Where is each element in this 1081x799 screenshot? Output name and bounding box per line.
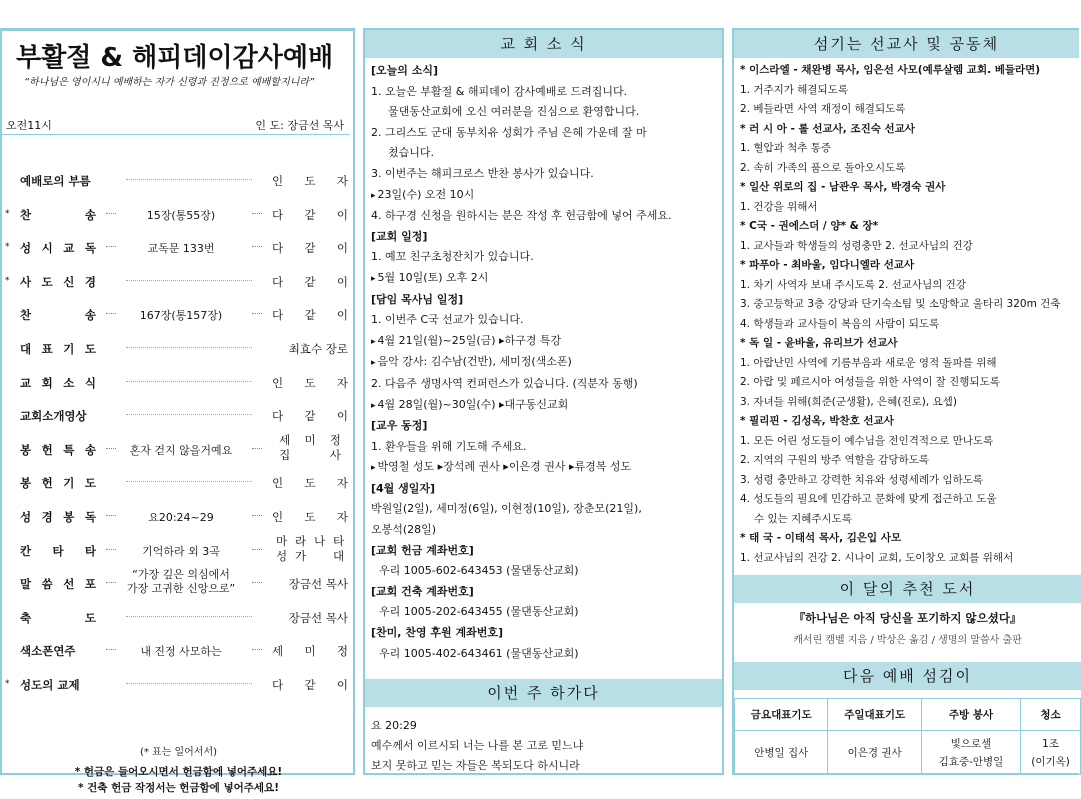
order-item-char: 독 (84, 509, 96, 524)
order-item-char: 경 (84, 274, 96, 289)
order-item-char: 칸 (20, 543, 32, 558)
news-line: 1. 오늘은 부활절 & 해피데이 감사예배로 드려집니다. (371, 84, 628, 98)
duty-name: 안병일 집사 (754, 746, 809, 759)
news-line: 우리 1005-602-643453 (물댄동산교회) (379, 564, 579, 578)
news-section-title: [교회 건축 계좌번호] (371, 584, 474, 598)
order-item-char: 성 (20, 241, 32, 256)
leader-char: 도 (304, 476, 316, 491)
order-item-leader: 최효수 장로 (288, 341, 348, 356)
news-line: 3. 이번주는 해피크로스 반찬 봉사가 있습니다. (371, 166, 594, 180)
order-item-char: 송 (84, 207, 96, 222)
order-item-detail: 167장(통157장) (139, 309, 223, 323)
stand-note: (* 표는 일어서서) (139, 747, 218, 758)
leader-char: 다 (272, 409, 284, 424)
leader-char: 다 (272, 308, 284, 323)
order-item-name: 성도의 교제 (20, 677, 80, 692)
order-row (2, 365, 355, 399)
leader-char: 자 (336, 476, 348, 491)
order-item-leader: 장금선 목사 (288, 610, 348, 625)
leader-char: 다 (272, 274, 284, 289)
order-item-name (20, 509, 96, 525)
leader-char: 이 (336, 677, 348, 692)
leader-char: 도 (304, 174, 316, 188)
news-line: 물댄동산교회에 오신 여러분을 진심으로 환영합니다. (388, 105, 640, 119)
order-item-char: 송 (84, 308, 96, 323)
order-item-detail: 기억하라 외 3곡 (142, 544, 220, 558)
news-line: 1. 환우들을 위해 기도해 주세요. (371, 439, 527, 453)
leader-dots (252, 582, 262, 583)
prayer-item: 1. 아랍난민 사역에 기름부음과 새로운 영적 돌파를 위해 (740, 356, 997, 369)
leader-char: 세 (279, 432, 291, 447)
order-item-char: 선 (63, 577, 75, 592)
order-item-char: 헌 (41, 476, 53, 491)
order-item-char: 회 (41, 375, 53, 390)
leader-char: 가 (294, 548, 307, 563)
verse-line: 예수께서 이르시되 너는 나를 본 고로 믿느냐 (371, 739, 584, 752)
service-leader: 인 도: 장금선 목사 (255, 119, 344, 132)
prayer-item: 1. 교사들과 학생들의 성령충만 2. 선교사님의 건강 (740, 239, 973, 252)
duty-role: 청소 (1021, 699, 1081, 731)
news-section-title: [교우 동정] (371, 419, 428, 433)
order-list (2, 163, 355, 701)
duty-role: 금요대표기도 (735, 699, 828, 731)
order-item-char: 씀 (41, 577, 53, 592)
service-time-line (2, 117, 350, 135)
leader-char: 라 (294, 533, 307, 548)
order-item-char: 타 (84, 543, 96, 558)
order-item-char: 봉 (20, 476, 32, 491)
order-row (2, 667, 355, 701)
order-item-leader (272, 307, 348, 323)
leader-char: 자 (336, 375, 348, 390)
prayer-item: 1. 차기 사역자 보내 주시도록 2. 선교사님의 건강 (740, 278, 966, 291)
news-section-title: [4월 생일자] (371, 481, 436, 495)
leader-dots (252, 448, 262, 449)
news-line: 오봉석(28일) (371, 523, 437, 537)
leader-char: 자 (336, 509, 348, 524)
leader-char: 사 (329, 447, 341, 462)
detail-line: “가장 깊은 의심에서 (132, 568, 230, 582)
leader-char: 다 (272, 677, 284, 692)
order-item-char: 시 (41, 241, 53, 256)
leader-char: 같 (304, 241, 316, 256)
leader-char: 정 (329, 432, 341, 447)
news-line: 2. 다음주 생명사역 컨퍼런스가 있습니다. (직분자 동행) (371, 376, 638, 390)
order-item-char: 식 (84, 375, 96, 390)
missions-body (734, 58, 1079, 568)
leader-char: 타 (332, 533, 345, 548)
prayer-item: 2. 아랍 및 페르시아 여성들을 위한 사역이 잘 진행되도록 (740, 376, 1000, 388)
order-row (2, 600, 355, 634)
weekly-verse-header: 이번 주 하가다 (365, 679, 722, 707)
duty-person (1021, 731, 1081, 775)
leader-dots (252, 313, 262, 314)
order-item-leader (272, 173, 348, 189)
leader-char: 정 (336, 644, 348, 659)
news-line: ▸ 23일(수) 오전 10시 (371, 185, 716, 207)
order-item-char: 성 (20, 509, 32, 524)
order-item-leader (272, 643, 348, 659)
prayer-item: 수 있는 지혜주시도록 (754, 512, 852, 525)
leader-char: 이 (336, 241, 348, 256)
leader-char: 인 (272, 174, 284, 188)
order-item-name (20, 307, 96, 323)
order-item-name (20, 610, 96, 626)
order-item-leader (272, 207, 348, 223)
prayer-item: 4. 성도들의 필요에 민감하고 문화에 맞게 접근하고 도울 (740, 493, 997, 505)
prayer-item: 1. 거주지가 해결되도록 (740, 83, 848, 96)
prayer-item: 2. 속히 가족의 품으로 돌아오시도록 (740, 161, 906, 174)
duty-role: 주일대표기도 (828, 699, 921, 731)
leader-char: 대 (332, 548, 345, 563)
leader-dots (126, 683, 252, 684)
leader-char: 같 (304, 409, 316, 424)
news-line: 쳤습니다. (388, 146, 435, 160)
book-info: 캐서린 캠벨 지음 / 박상은 옮김 / 생명의 말씀사 출판 (793, 635, 1022, 646)
order-item-detail: 교독문 133번 (147, 242, 215, 256)
duty-name: 이은경 권사 (847, 746, 902, 759)
order-row (2, 499, 355, 533)
mission-title: * 러 시 아 - 롤 선교사, 조진숙 선교사 (740, 122, 915, 135)
order-item-char: 말 (20, 577, 32, 592)
order-item-char: 신 (63, 274, 75, 289)
prayer-item: 3. 성령 충만하고 강력한 치유와 성령세례가 임하도록 (740, 473, 984, 486)
order-item-char: 도 (84, 476, 96, 491)
news-section-title: [교회 헌금 계좌번호] (371, 543, 474, 557)
service-time: 오전11시 (6, 119, 52, 132)
duty-name: 김효중-안병일 (938, 755, 1004, 768)
order-item-name: 예배로의 부름 (20, 174, 91, 188)
duty-table (734, 698, 1081, 775)
leader-dots (126, 179, 252, 180)
news-section-title: [교회 일정] (371, 229, 428, 243)
order-item-char: 도 (41, 274, 53, 289)
order-row (2, 465, 355, 499)
leader-char: 인 (272, 476, 284, 491)
verse-reference: 요 20:29 (371, 719, 417, 732)
order-item-char: 찬 (20, 308, 32, 323)
leader-char: 이 (336, 274, 348, 289)
order-item-char: 표 (41, 341, 53, 356)
leader-char: 같 (304, 308, 316, 323)
leader-char: 미 (304, 644, 316, 659)
duty-name: 1조 (1042, 737, 1059, 750)
leader-char (310, 549, 329, 564)
order-row (2, 566, 355, 600)
order-item-char: 독 (84, 241, 96, 256)
mission-title: * 태 국 - 이태석 목사, 김은입 사모 (740, 532, 902, 544)
order-item-name (20, 375, 96, 391)
leader-dots (252, 549, 262, 550)
weekly-verse (371, 716, 583, 776)
news-line: ▸ 5월 10일(토) 오후 2시 (371, 268, 716, 290)
offering-note: * 헌금은 들어오시면서 헌금함에 넣어주세요! (74, 766, 283, 778)
prayer-item: 1. 선교사님의 건강 2. 시나이 교회, 도이창오 교회를 위해서 (740, 551, 1014, 564)
leader-char: 같 (304, 274, 316, 289)
news-line: 1. 이번주 C국 선교가 있습니다. (371, 313, 524, 327)
order-item-leader: 장금선 목사 (288, 577, 348, 592)
order-row (2, 197, 355, 231)
stand-marker: * (5, 208, 10, 219)
news-line: ▸ 4월 21일(월)~25일(금) ▸하구경 특강 (371, 331, 716, 353)
order-row (2, 533, 355, 567)
order-item-detail: 혼자 걷지 않을거예요 (129, 443, 233, 457)
news-line: ▸ 박영철 성도 ▸장석례 권사 ▸이은경 권사 ▸류경복 성도 (371, 457, 716, 479)
news-line: 우리 1005-402-643461 (물댄동산교회) (379, 646, 579, 660)
leader-char: 집 (279, 447, 291, 462)
order-item-char: 도 (84, 341, 96, 356)
duty-name: 빛으로셀 (950, 737, 992, 750)
stand-marker: * (5, 678, 10, 689)
order-item-char: 경 (41, 509, 53, 524)
leader-char: 나 (313, 533, 326, 548)
service-subtitle: “하나님은 영이시니 예배하는 자가 신령과 진정으로 예배할지니라” (24, 77, 315, 88)
leader-char: 인 (272, 375, 284, 390)
church-news-body (365, 58, 722, 664)
leader-char: 미 (304, 432, 316, 447)
news-line: 1. 예꼬 친구초청잔치가 있습니다. (371, 250, 534, 264)
church-news-header: 교 회 소 식 (365, 30, 722, 58)
next-servers-header: 다음 예배 섬김이 (734, 662, 1081, 690)
offering-notes (2, 764, 355, 796)
order-item-leader (272, 375, 348, 391)
order-item-leader (272, 534, 348, 564)
building-offering-note: * 건축 헌금 작정서는 헌금함에 넣어주세요! (78, 782, 279, 794)
order-item-name (20, 341, 96, 357)
order-item-char: 타 (52, 543, 64, 558)
stand-marker: * (5, 242, 10, 253)
order-item-leader (272, 677, 348, 693)
order-item-char: 소 (63, 375, 75, 390)
order-item-name (20, 274, 96, 290)
order-item-leader (272, 475, 348, 491)
order-row (2, 331, 355, 365)
order-of-worship-panel (0, 28, 355, 794)
prayer-item: 1. 건강을 위해서 (740, 200, 818, 213)
duty-role: 주방 봉사 (921, 699, 1020, 731)
order-item-char: 봉 (63, 509, 75, 524)
mission-title: * 파푸아 - 최바울, 임다니엘라 선교사 (740, 259, 915, 271)
leader-dots (126, 381, 252, 382)
service-title: 부활절 & 해피데이감사예배 (16, 43, 334, 73)
duty-person (921, 731, 1020, 775)
prayer-item: 3. 중고등학교 3층 강당과 단기숙소팀 및 소망학교 울타리 320m 건축 (740, 298, 1061, 310)
leader-char: 인 (272, 509, 284, 524)
order-item-char: 교 (20, 375, 32, 390)
news-section-title: [찬미, 찬영 후원 계좌번호] (371, 626, 503, 640)
church-news-panel (363, 28, 724, 775)
prayer-item: 1. 모든 어린 성도들이 예수님을 전인격적으로 만나도록 (740, 434, 994, 447)
mission-title: * 이스라엘 - 채완병 목사, 임은선 사모(예루살렘 교회. 베들라면) (740, 64, 1041, 76)
order-row (2, 398, 355, 432)
duty-person (735, 731, 828, 775)
leader-dots (126, 414, 252, 415)
leader-char: 도 (304, 509, 316, 524)
news-line: ▸ 음악 강사: 김수남(건반), 세미정(색소폰) (371, 352, 716, 374)
prayer-item: 2. 베들라면 사역 재정이 해결되도록 (740, 103, 906, 115)
leader-char: 이 (336, 409, 348, 424)
order-item-char: 기 (63, 341, 75, 356)
order-item-detail: 15장(통55장) (146, 208, 216, 222)
order-row (2, 230, 355, 264)
verse-line: 보지 못하고 믿는 자들은 복되도다 하시니라 (371, 759, 580, 772)
order-item-char: 교 (63, 241, 75, 256)
missions-panel (732, 28, 1079, 775)
leader-dots (126, 616, 252, 617)
news-line: 우리 1005-202-643455 (물댄동산교회) (379, 605, 579, 619)
mission-title: * C국 - 권에스더 / 양* & 장* (740, 220, 879, 232)
leader-char: 도 (304, 375, 316, 390)
leader-dots (252, 649, 262, 650)
leader-char: 성 (275, 548, 288, 563)
order-item-name (20, 475, 96, 491)
order-item-char: 포 (84, 577, 96, 592)
mission-title: * 필리핀 - 김성옥, 박찬호 선교사 (740, 415, 894, 427)
order-row (2, 432, 355, 466)
prayer-item: 4. 학생들과 교사들이 복음의 사람이 되도록 (740, 317, 940, 330)
mission-title: * 독 일 - 윤바울, 유리브가 선교사 (740, 337, 898, 349)
news-section-title: [담임 목사님 일정] (371, 292, 464, 306)
stand-marker: * (5, 275, 10, 286)
order-item-detail: 내 진정 사모하는 (140, 645, 222, 659)
news-line: 4. 하구경 신청을 원하시는 분은 작성 후 헌금함에 넣어 주세요. (371, 209, 672, 223)
leader-dots (126, 280, 252, 281)
book-header: 이 달의 추천 도서 (734, 575, 1081, 603)
order-item-detail (112, 568, 250, 596)
prayer-item: 2. 지역의 구원의 방주 역할을 감당하도록 (740, 454, 929, 466)
order-row (2, 163, 355, 197)
leader-dots (126, 481, 252, 482)
leader-dots (252, 213, 262, 214)
order-item-name (20, 207, 96, 223)
prayer-item: 3. 자녀들 위해(희준(군생활), 은혜(진로), 요셉) (740, 395, 957, 408)
leader-dots (252, 515, 262, 516)
order-item-leader (272, 240, 348, 256)
leader-char: 마 (275, 533, 288, 548)
leader-dots (126, 347, 252, 348)
news-line: 박원일(2일), 세미정(6일), 이현정(10일), 장춘모(21일), (371, 502, 642, 516)
order-item-char: 도 (84, 610, 96, 625)
leader-char (297, 448, 322, 463)
order-item-leader (272, 274, 348, 290)
order-item-name (20, 576, 96, 592)
order-item-char: 사 (20, 274, 32, 289)
prayer-item: 1. 혈압과 척추 통증 (740, 142, 832, 154)
leader-char: 다 (272, 241, 284, 256)
order-item-char: 헌 (41, 442, 53, 457)
leader-char: 이 (336, 207, 348, 222)
leader-char: 세 (272, 644, 284, 659)
order-item-name: 교회소개영상 (20, 409, 87, 424)
duty-person (828, 731, 921, 775)
news-line: 2. 그리스도 군대 동부치유 성회가 주님 은혜 가운데 잘 마 (371, 125, 647, 139)
leader-char: 이 (336, 308, 348, 323)
order-item-name (20, 543, 96, 559)
missions-header: 섬기는 선교사 및 공동체 (734, 30, 1079, 58)
news-section-title: [오늘의 소식] (371, 64, 439, 77)
news-line: ▸ 4월 28일(월)~30일(수) ▸대구동신교회 (371, 395, 716, 417)
leader-char: 다 (272, 207, 284, 222)
leader-char: 같 (304, 677, 316, 692)
leader-char: 자 (336, 174, 348, 188)
order-item-leader (272, 509, 348, 525)
leader-char: 같 (304, 207, 316, 222)
order-item-char: 찬 (20, 207, 32, 222)
order-item-char: 송 (84, 442, 96, 457)
order-item-char: 기 (63, 476, 75, 491)
mission-title: * 일산 위로의 집 - 남관우 목사, 박경숙 권사 (740, 181, 946, 193)
order-item-leader (272, 408, 348, 424)
order-item-name (20, 240, 96, 256)
order-item-name: 색소폰연주 (20, 644, 76, 659)
duty-name: (이기옥) (1031, 755, 1070, 768)
order-item-name (20, 442, 96, 458)
order-item-char: 봉 (20, 442, 32, 457)
order-item-char: 축 (20, 610, 32, 625)
book-title: 『하나님은 아직 당신을 포기하지 않으셨다』 (793, 611, 1022, 625)
order-item-detail: 요20:24~29 (148, 510, 214, 524)
order-row (2, 633, 355, 667)
order-item-char: 대 (20, 341, 32, 356)
detail-line: 가장 고귀한 신앙으로” (126, 582, 236, 596)
order-item-char: 특 (63, 442, 75, 457)
leader-dots (252, 246, 262, 247)
order-row (2, 264, 355, 298)
order-row (2, 297, 355, 331)
order-item-leader (272, 433, 348, 463)
